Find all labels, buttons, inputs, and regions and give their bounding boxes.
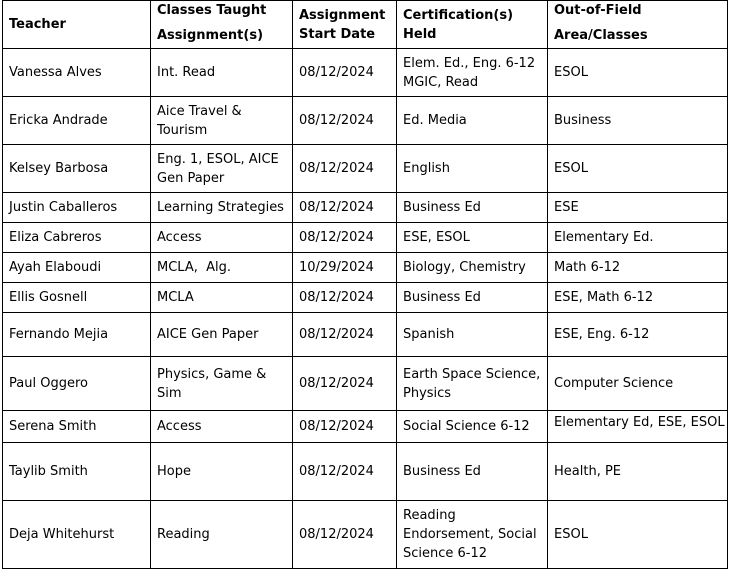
table-row bbox=[3, 223, 728, 253]
header-out-of-field bbox=[548, 1, 728, 49]
out-of-field-cell: ESE, Eng. 6-12 bbox=[548, 313, 728, 357]
classes-cell: Access bbox=[151, 223, 293, 253]
teacher-cell: Paul Oggero bbox=[3, 357, 151, 411]
out-of-field-cell: ESOL bbox=[548, 501, 728, 569]
start-date-cell: 08/12/2024 bbox=[293, 193, 397, 223]
table-row bbox=[3, 357, 728, 411]
header-certifications: Certification(s) Held bbox=[397, 1, 548, 49]
teacher-cell: Deja Whitehurst bbox=[3, 501, 151, 569]
certification-cell: Business Ed bbox=[397, 283, 548, 313]
out-of-field-cell: ESE, Math 6-12 bbox=[548, 283, 728, 313]
start-date-cell: 08/12/2024 bbox=[293, 443, 397, 501]
teacher-cell: Kelsey Barbosa bbox=[3, 145, 151, 193]
certification-cell: Reading Endorsement, Social Science 6-12 bbox=[397, 501, 548, 569]
table-row bbox=[3, 283, 728, 313]
certification-cell: Biology, Chemistry bbox=[397, 253, 548, 283]
header-oof-line1: Out-of-Field bbox=[554, 3, 642, 18]
start-date-cell: 08/12/2024 bbox=[293, 501, 397, 569]
certification-cell: Earth Space Science, Physics bbox=[397, 357, 548, 411]
table-row bbox=[3, 97, 728, 145]
classes-cell: Int. Read bbox=[151, 49, 293, 97]
table-row bbox=[3, 193, 728, 223]
header-teacher: Teacher bbox=[3, 1, 151, 49]
out-of-field-cell: Health, PE bbox=[548, 443, 728, 501]
out-of-field-cell: ESOL bbox=[548, 49, 728, 97]
out-of-field-cell: Computer Science bbox=[548, 357, 728, 411]
teacher-cell: Vanessa Alves bbox=[3, 49, 151, 97]
start-date-cell: 08/12/2024 bbox=[293, 283, 397, 313]
certification-cell: Elem. Ed., Eng. 6-12 MGIC, Read bbox=[397, 49, 548, 97]
out-of-field-cell: Elementary Ed, ESE, ESOL bbox=[548, 411, 728, 443]
header-start-line1: Assignment bbox=[299, 7, 386, 23]
teacher-cell: Taylib Smith bbox=[3, 443, 151, 501]
header-start-line2: Start Date bbox=[299, 26, 376, 42]
teacher-cell: Ericka Andrade bbox=[3, 97, 151, 145]
header-classes-line2: Assignment(s) bbox=[157, 28, 264, 43]
out-of-field-cell: Math 6-12 bbox=[548, 253, 728, 283]
start-date-cell: 08/12/2024 bbox=[293, 145, 397, 193]
classes-cell: Hope bbox=[151, 443, 293, 501]
certification-cell: ESE, ESOL bbox=[397, 223, 548, 253]
certification-cell: Business Ed bbox=[397, 443, 548, 501]
header-row bbox=[3, 1, 728, 49]
table-row bbox=[3, 501, 728, 569]
classes-cell: Eng. 1, ESOL, AICE Gen Paper bbox=[151, 145, 293, 193]
table-row bbox=[3, 411, 728, 443]
out-of-field-cell: ESOL bbox=[548, 145, 728, 193]
out-of-field-teachers-table bbox=[2, 0, 728, 569]
teacher-cell: Fernando Mejia bbox=[3, 313, 151, 357]
out-of-field-cell: Elementary Ed. bbox=[548, 223, 728, 253]
out-of-field-cell: Business bbox=[548, 97, 728, 145]
teacher-cell: Eliza Cabreros bbox=[3, 223, 151, 253]
header-oof-line2: Area/Classes bbox=[554, 28, 648, 43]
classes-cell: Reading bbox=[151, 501, 293, 569]
start-date-cell: 08/12/2024 bbox=[293, 49, 397, 97]
certification-cell: Social Science 6-12 bbox=[397, 411, 548, 443]
table-row bbox=[3, 313, 728, 357]
certification-cell: Ed. Media bbox=[397, 97, 548, 145]
classes-cell: Learning Strategies bbox=[151, 193, 293, 223]
classes-cell: Physics, Game & Sim bbox=[151, 357, 293, 411]
header-start-date bbox=[293, 1, 397, 49]
start-date-cell: 08/12/2024 bbox=[293, 357, 397, 411]
classes-cell: AICE Gen Paper bbox=[151, 313, 293, 357]
start-date-cell: 10/29/2024 bbox=[293, 253, 397, 283]
table-row bbox=[3, 253, 728, 283]
table-row bbox=[3, 443, 728, 501]
start-date-cell: 08/12/2024 bbox=[293, 97, 397, 145]
certification-cell: English bbox=[397, 145, 548, 193]
out-of-field-cell: ESE bbox=[548, 193, 728, 223]
table-row bbox=[3, 49, 728, 97]
header-classes-line1: Classes Taught bbox=[157, 3, 267, 18]
start-date-cell: 08/12/2024 bbox=[293, 223, 397, 253]
classes-cell: Aice Travel & Tourism bbox=[151, 97, 293, 145]
teacher-cell: Ellis Gosnell bbox=[3, 283, 151, 313]
classes-cell: Access bbox=[151, 411, 293, 443]
table-row bbox=[3, 145, 728, 193]
teacher-cell: Ayah Elaboudi bbox=[3, 253, 151, 283]
teacher-cell: Serena Smith bbox=[3, 411, 151, 443]
start-date-cell: 08/12/2024 bbox=[293, 411, 397, 443]
start-date-cell: 08/12/2024 bbox=[293, 313, 397, 357]
header-classes-taught bbox=[151, 1, 293, 49]
classes-cell: MCLA, Alg. bbox=[151, 253, 293, 283]
certification-cell: Spanish bbox=[397, 313, 548, 357]
classes-cell: MCLA bbox=[151, 283, 293, 313]
certification-cell: Business Ed bbox=[397, 193, 548, 223]
teacher-cell: Justin Caballeros bbox=[3, 193, 151, 223]
